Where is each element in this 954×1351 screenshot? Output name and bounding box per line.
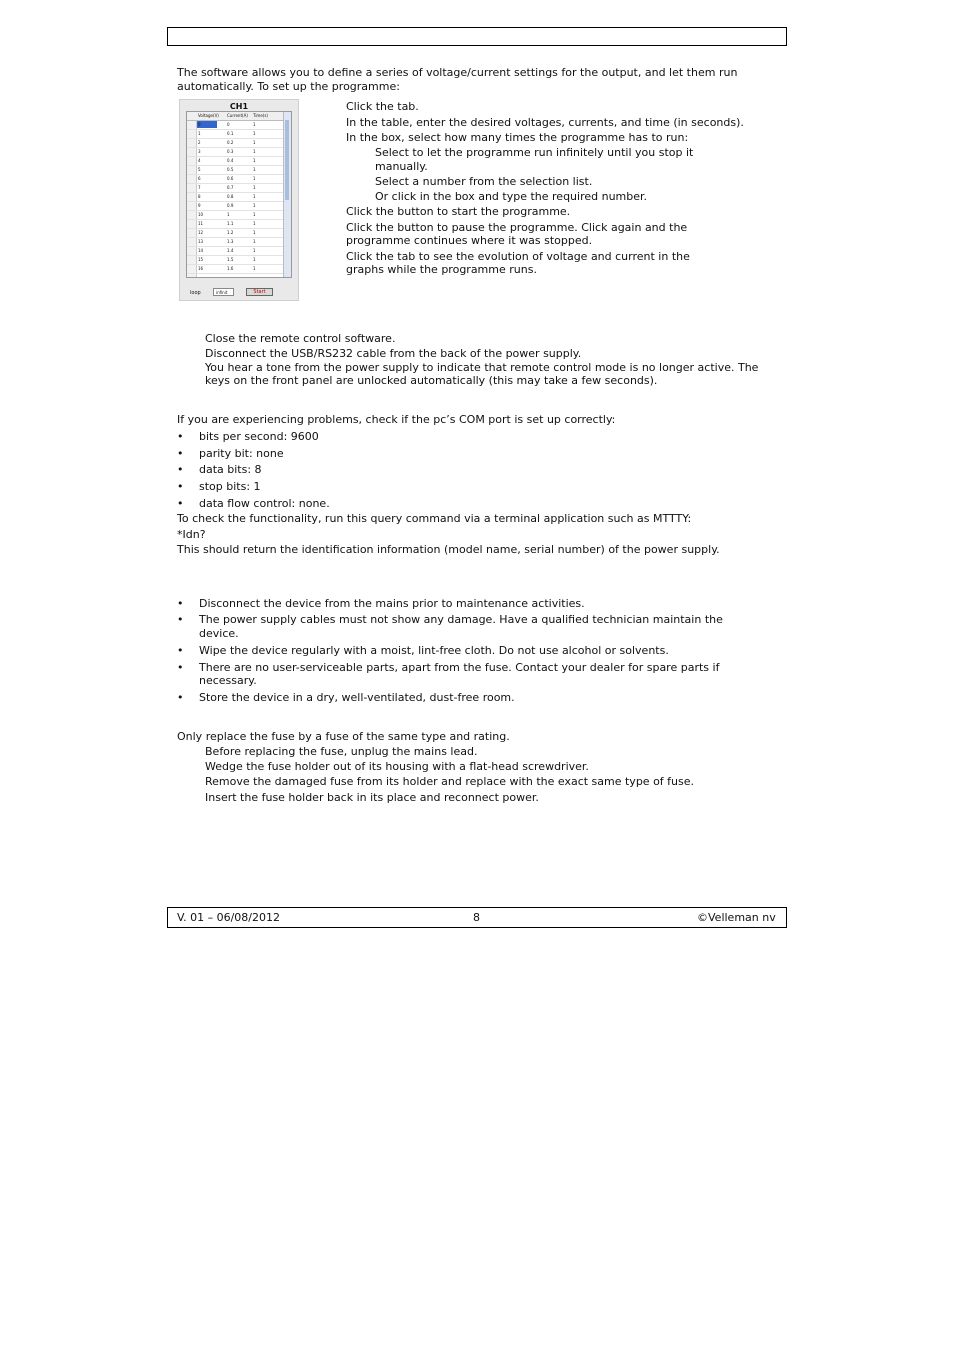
bullet-glyph: •: [177, 613, 184, 626]
table-cell[interactable]: 0.2: [227, 140, 234, 145]
fuse-step: Wedge the fuse holder out of its housing with a flat-head screwdriver.: [205, 760, 589, 773]
header-time: Time(s): [253, 113, 268, 118]
table-cell[interactable]: 0: [198, 122, 201, 127]
table-cell[interactable]: 7: [198, 185, 201, 190]
table-cell[interactable]: 1.5: [227, 257, 234, 262]
table-cell[interactable]: 13: [198, 239, 204, 244]
table-row: [187, 202, 285, 211]
step-line: Click the tab.: [346, 100, 419, 113]
intro-line-2: automatically. To set up the programme:: [177, 80, 400, 93]
table-row: [187, 184, 285, 193]
exit-step: You hear a tone from the power supply to indicate that remote control mode is no longer active. The: [205, 361, 759, 374]
table-cell[interactable]: 1: [253, 122, 256, 127]
maintenance-item: Wipe the device regularly with a moist, lint-free cloth. Do not use alcohol or solvents.: [199, 644, 669, 657]
table-cell[interactable]: 1.2: [227, 230, 234, 235]
grid-scrollbar[interactable]: [283, 112, 291, 277]
step-line: Click the button to start the programme.: [346, 205, 571, 218]
table-row: [187, 175, 285, 184]
maintenance-item: necessary.: [199, 674, 257, 687]
table-cell[interactable]: 4: [198, 158, 201, 163]
table-row: [187, 139, 285, 148]
com-setting: stop bits: 1: [199, 480, 261, 493]
exit-step: Disconnect the USB/RS232 cable from the back of the power supply.: [205, 347, 582, 360]
exit-step: Close the remote control software.: [205, 332, 396, 345]
bullet-glyph: •: [177, 430, 184, 443]
screenshot-title: CH1: [229, 102, 249, 111]
table-row: [187, 193, 285, 202]
fuse-step: Insert the fuse holder back in its place and reconnect power.: [205, 791, 539, 804]
bullet-glyph: •: [177, 691, 184, 704]
table-cell[interactable]: 0.8: [227, 194, 234, 199]
bullet-glyph: •: [177, 447, 184, 460]
fuse-step: Remove the damaged fuse from its holder and replace with the exact same type of fuse.: [205, 775, 695, 788]
scrollbar-thumb[interactable]: [285, 120, 289, 200]
table-row: [187, 157, 285, 166]
table-cell[interactable]: 1: [253, 221, 256, 226]
table-row: [187, 130, 285, 139]
table-cell[interactable]: 0: [227, 122, 230, 127]
grid-header: [187, 112, 285, 121]
table-cell[interactable]: 1: [253, 212, 256, 217]
maintenance-item: device.: [199, 627, 239, 640]
table-cell[interactable]: 6: [198, 176, 201, 181]
trouble-check: To check the functionality, run this query command via a terminal application such as MTTTY:: [177, 512, 692, 525]
fuse-step: Before replacing the fuse, unplug the mains lead.: [205, 745, 478, 758]
table-cell[interactable]: 0.4: [227, 158, 234, 163]
step-line: Click the tab to see the evolution of voltage and current in the: [346, 250, 690, 263]
table-cell[interactable]: 1: [253, 203, 256, 208]
table-row: [187, 238, 285, 247]
footer-page-number: 8: [473, 911, 480, 924]
trouble-intro: If you are experiencing problems, check if the pc’s COM port is set up correctly:: [177, 413, 616, 426]
table-cell[interactable]: 5: [198, 167, 201, 172]
table-cell[interactable]: 1: [253, 185, 256, 190]
table-row: [187, 265, 285, 274]
table-cell[interactable]: 11: [198, 221, 204, 226]
start-button[interactable]: Start: [246, 288, 273, 296]
table-cell[interactable]: 0.6: [227, 176, 234, 181]
table-cell[interactable]: 8: [198, 194, 201, 199]
com-setting: data bits: 8: [199, 463, 262, 476]
fuse-intro: Only replace the fuse by a fuse of the same type and rating.: [177, 730, 510, 743]
step-line: In the box, select how many times the programme has to run:: [346, 131, 689, 144]
table-cell[interactable]: 12: [198, 230, 204, 235]
footer-version: V. 01 – 06/08/2012: [177, 911, 280, 924]
maintenance-item: Disconnect the device from the mains prior to maintenance activities.: [199, 597, 585, 610]
table-row: [187, 148, 285, 157]
table-cell[interactable]: 1.6: [227, 266, 234, 271]
query-command: *Idn?: [177, 528, 206, 541]
table-cell[interactable]: 1.3: [227, 239, 234, 244]
step-line: Select to let the programme run infinitely until you stop it: [375, 146, 694, 159]
table-cell[interactable]: 1.1: [227, 221, 234, 226]
step-line: graphs while the programme runs.: [346, 263, 537, 276]
table-cell[interactable]: 1: [198, 131, 201, 136]
table-cell[interactable]: 10: [198, 212, 204, 217]
table-cell[interactable]: 1: [253, 266, 256, 271]
step-line: Click the button to pause the programme. Click again and the: [346, 221, 688, 234]
table-cell[interactable]: 1: [253, 239, 256, 244]
table-cell[interactable]: 3: [198, 149, 201, 154]
table-cell[interactable]: 1: [253, 167, 256, 172]
table-cell[interactable]: 1: [253, 257, 256, 262]
bullet-glyph: •: [177, 463, 184, 476]
table-cell[interactable]: 1: [253, 248, 256, 253]
com-setting: parity bit: none: [199, 447, 284, 460]
table-cell[interactable]: 1: [253, 140, 256, 145]
trouble-result: This should return the identification information (model name, serial number) of the power supply.: [177, 543, 720, 556]
table-cell[interactable]: 1: [253, 131, 256, 136]
com-setting: bits per second: 9600: [199, 430, 319, 443]
header-voltage: Voltage(V): [198, 113, 219, 118]
intro-line-1: The software allows you to define a series of voltage/current settings for the output, and let them run: [177, 66, 738, 79]
table-cell[interactable]: 14: [198, 248, 204, 253]
table-cell[interactable]: 1: [227, 212, 230, 217]
table-row: [187, 247, 285, 256]
table-row: [187, 220, 285, 229]
step-line: Or click in the box and type the required number.: [375, 190, 648, 203]
table-cell[interactable]: 0.5: [227, 167, 234, 172]
bullet-glyph: •: [177, 480, 184, 493]
table-row: [187, 211, 285, 220]
table-row: [187, 229, 285, 238]
table-row: [187, 121, 285, 130]
loop-select[interactable]: infinit: [213, 288, 234, 296]
footer-copyright: ©Velleman nv: [697, 911, 776, 924]
table-cell[interactable]: 1: [253, 176, 256, 181]
loop-label: loop: [190, 290, 201, 296]
program-table-screenshot: [179, 99, 299, 301]
header-current: Current(A): [227, 113, 248, 118]
table-cell[interactable]: 15: [198, 257, 204, 262]
exit-step: keys on the front panel are unlocked automatically (this may take a few seconds).: [205, 374, 658, 387]
maintenance-item: Store the device in a dry, well-ventilated, dust-free room.: [199, 691, 515, 704]
step-line: Select a number from the selection list.: [375, 175, 593, 188]
step-line: programme continues where it was stopped.: [346, 234, 593, 247]
table-row: [187, 166, 285, 175]
bullet-glyph: •: [177, 497, 184, 510]
table-cell[interactable]: 0.3: [227, 149, 234, 154]
maintenance-item: There are no user-serviceable parts, apart from the fuse. Contact your dealer for spare parts if: [199, 661, 720, 674]
step-line: manually.: [375, 160, 428, 173]
bullet-glyph: •: [177, 661, 184, 674]
maintenance-item: The power supply cables must not show any damage. Have a qualified technician maintain the: [199, 613, 723, 626]
table-cell[interactable]: 2: [198, 140, 201, 145]
table-cell[interactable]: 1: [253, 194, 256, 199]
program-grid: [186, 111, 292, 278]
table-cell[interactable]: 9: [198, 203, 201, 208]
table-cell[interactable]: 16: [198, 266, 204, 271]
com-setting: data flow control: none.: [199, 497, 330, 510]
step-line: In the table, enter the desired voltages, currents, and time (in seconds).: [346, 116, 744, 129]
table-cell[interactable]: 1: [253, 230, 256, 235]
table-cell[interactable]: 0.7: [227, 185, 234, 190]
table-cell[interactable]: 1.4: [227, 248, 234, 253]
table-cell[interactable]: 0.1: [227, 131, 234, 136]
table-cell[interactable]: 1: [253, 158, 256, 163]
table-cell[interactable]: 0.9: [227, 203, 234, 208]
table-row: [187, 256, 285, 265]
bullet-glyph: •: [177, 597, 184, 610]
header-bar: [167, 27, 787, 46]
bullet-glyph: •: [177, 644, 184, 657]
table-cell[interactable]: 1: [253, 149, 256, 154]
